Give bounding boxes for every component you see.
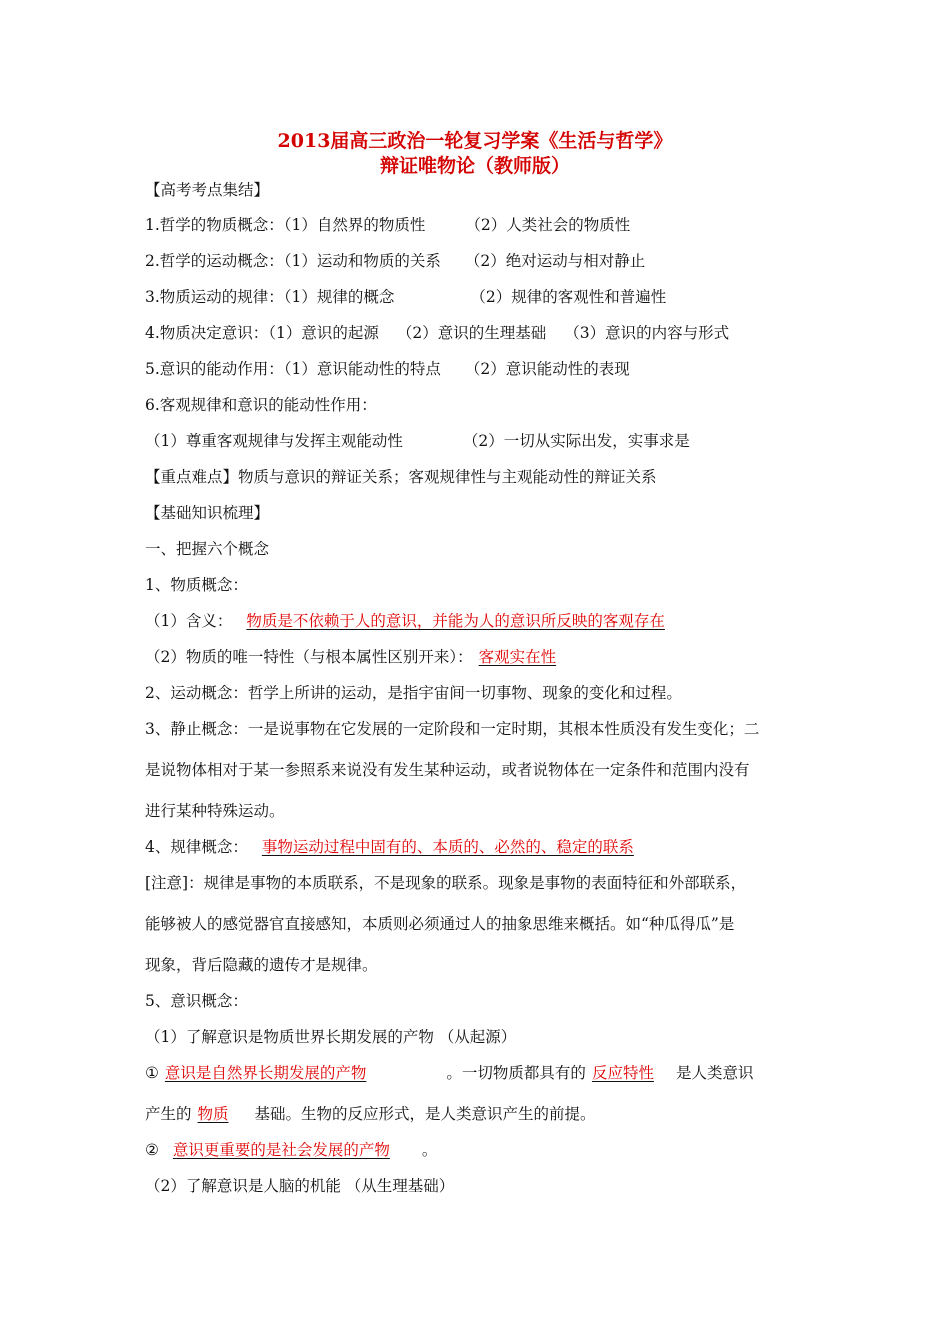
item-point-c: （3）意识的内容与形式 bbox=[564, 324, 730, 342]
answer-blank bbox=[473, 648, 599, 666]
gaokao-item-6: 6.客观规律和意识的能动性作用： bbox=[145, 396, 377, 414]
key-difficulty-text: 物质与意识的辩证关系；客观规律性与主观能动性的辩证关系 bbox=[238, 468, 657, 486]
sentence-text: 。 bbox=[421, 1141, 438, 1159]
concept-5-sub-2: （2）了解意识是人脑的机能 （从生理基础） bbox=[145, 1177, 455, 1195]
item-lead: 5.意识的能动作用： bbox=[145, 360, 284, 378]
definition-lead: （1）含义： bbox=[145, 612, 233, 630]
answer-blank bbox=[248, 838, 634, 856]
item-point-b: （2）一切从实际出发，实事求是 bbox=[462, 432, 690, 450]
concept-1-title: 1、物质概念： bbox=[145, 576, 248, 594]
section-heading-basic: 【基础知识梳理】 bbox=[145, 504, 270, 522]
document-subtitle: 辩证唯物论（教师版） bbox=[379, 155, 570, 177]
concept-1-definition bbox=[145, 609, 691, 631]
note-line-3: 现象，背后隐藏的遗传才是规律。 bbox=[145, 956, 378, 974]
sentence-text: 。一切物质都具有的 bbox=[446, 1064, 586, 1082]
concept-3-line-3: 进行某种特殊运动。 bbox=[145, 802, 285, 820]
sentence-text: 基础。生物的反应形式，是人类意识产生的前提。 bbox=[254, 1105, 596, 1123]
item-point-a: （1）尊重客观规律与发挥主观能动性 bbox=[145, 432, 403, 450]
gaokao-item-2 bbox=[145, 249, 645, 271]
item-point-b: （2）意识能动性的表现 bbox=[464, 360, 630, 378]
answer-text: 意识是自然界长期发展的产物 bbox=[164, 1064, 367, 1082]
item-lead: 4.物质决定意识： bbox=[145, 324, 269, 342]
concept-5-sub-1: （1）了解意识是物质世界长期发展的产物 （从起源） bbox=[145, 1028, 517, 1046]
part-one-heading: 一、把握六个概念 bbox=[145, 540, 270, 558]
key-difficulty bbox=[145, 465, 657, 487]
answer-blank bbox=[586, 1064, 676, 1082]
key-difficulty-label: 【重点难点】 bbox=[145, 468, 239, 486]
answer-text: 意识更重要的是社会发展的产物 bbox=[172, 1141, 390, 1159]
note-line-1: [注意]：规律是事物的本质联系，不是现象的联系。现象是事物的表面特征和外部联系， bbox=[145, 874, 747, 892]
item-lead: 2.哲学的运动概念： bbox=[145, 252, 284, 270]
item-point-b: （2）人类社会的物质性 bbox=[465, 216, 631, 234]
item-lead: 3.物质运动的规律： bbox=[145, 288, 284, 306]
concept-5-item-a bbox=[145, 1061, 753, 1083]
sentence-text: 产生的 bbox=[145, 1105, 192, 1123]
answer-text: 物质 bbox=[197, 1105, 229, 1123]
item-point-b: （2）绝对运动与相对静止 bbox=[464, 252, 646, 270]
section-heading-gaokao: 【高考考点集结】 bbox=[145, 181, 270, 199]
concept-5-item-b bbox=[145, 1138, 437, 1160]
item-point-a: （1）规律的概念 bbox=[283, 288, 395, 306]
item-point-a: （1）意识能动性的特点 bbox=[283, 360, 441, 378]
concept-2: 2、运动概念：哲学上所讲的运动，是指宇宙间一切事物、现象的变化和过程。 bbox=[145, 684, 682, 702]
circled-number: ② bbox=[145, 1141, 159, 1159]
gaokao-item-5 bbox=[145, 357, 630, 379]
item-point-a: （1）自然界的物质性 bbox=[283, 216, 426, 234]
concept-1-property bbox=[145, 645, 598, 667]
sentence-text: 是人类意识 bbox=[675, 1064, 754, 1082]
concept-3-line-1: 3、静止概念：一是说事物在它发展的一定阶段和一定时期，其根本性质没有发生变化；二 bbox=[145, 720, 760, 738]
answer-blank bbox=[159, 1064, 447, 1082]
gaokao-item-4 bbox=[145, 321, 729, 343]
note-line-2: 能够被人的感觉器官直接感知，本质则必须通过人的抽象思维来概括。如“种瓜得瓜”是 bbox=[145, 915, 735, 933]
item-point-b: （2）意识的生理基础 bbox=[396, 324, 547, 342]
document-title: 2013届高三政治一轮复习学案《生活与哲学》 bbox=[277, 130, 673, 152]
circled-number: ① bbox=[145, 1064, 159, 1082]
gaokao-item-3 bbox=[145, 285, 666, 307]
concept-4 bbox=[145, 835, 634, 857]
answer-blank bbox=[232, 612, 691, 630]
concept-4-lead: 4、规律概念： bbox=[145, 838, 248, 856]
item-point-b: （2）规律的客观性和普遍性 bbox=[470, 288, 667, 306]
answer-text: 事物运动过程中固有的、本质的、必然的、稳定的联系 bbox=[261, 838, 634, 856]
answer-text: 反应特性 bbox=[591, 1064, 654, 1082]
gaokao-item-6-sub bbox=[145, 429, 690, 451]
concept-3-line-2: 是说物体相对于某一参照系来说没有发生某种运动，或者说物体在一定条件和范围内没有 bbox=[145, 761, 750, 779]
answer-blank bbox=[192, 1105, 255, 1123]
answer-text: 物质是不依赖于人的意识，并能为人的意识所反映的客观存在 bbox=[246, 612, 665, 630]
answer-text: 客观实在性 bbox=[478, 648, 557, 666]
concept-5-title: 5、意识概念： bbox=[145, 992, 248, 1010]
property-lead: （2）物质的唯一特性（与根本属性区别开来）： bbox=[145, 648, 473, 666]
item-point-a: （1）意识的起源 bbox=[268, 324, 379, 342]
concept-5-item-a-cont bbox=[145, 1102, 596, 1124]
answer-blank bbox=[159, 1141, 422, 1159]
item-point-a: （1）运动和物质的关系 bbox=[283, 252, 441, 270]
gaokao-item-1 bbox=[145, 213, 630, 235]
item-lead: 1.哲学的物质概念： bbox=[145, 216, 284, 234]
